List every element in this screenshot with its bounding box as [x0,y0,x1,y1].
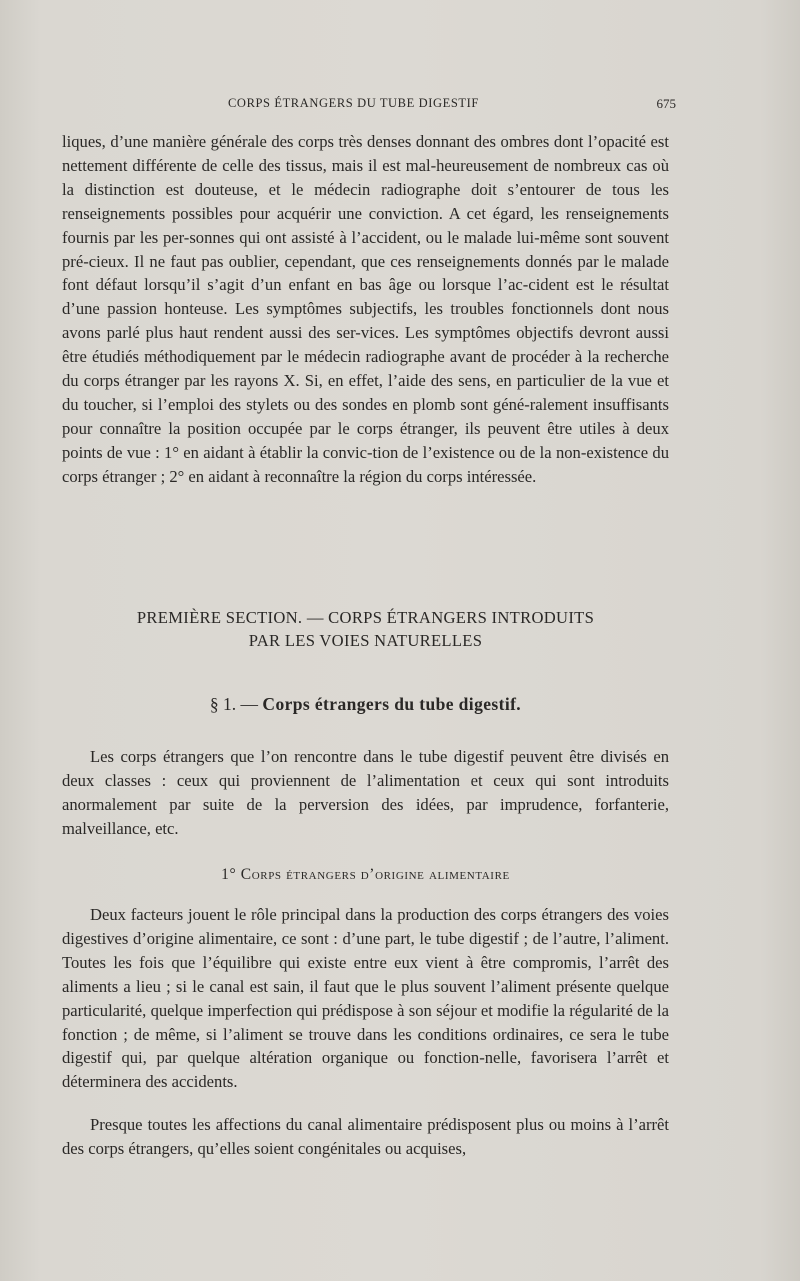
paragraph-2 [62,745,669,841]
paragraph-1-text: liques, d’une manière générale des corps très denses donnant des ombres dont l’opacité est nettement différente de celle des tissus, mais il est mal-heureusement de nombreux cas où la distinction est douteuse, et le médecin radiographe doit s’entourer de tous les renseignements possibles pour acquérir une conviction. A cet égard, les renseignements fournis par les per-sonnes qui ont assisté à l’accident, ou le malade lui-même sont souvent pré-cieux. Il ne faut pas oublier, cependant, que ces renseignements donnés par le malade font défaut lorsqu’il s’agit d’un enfant en bas âge ou lorsque l’ac-cident est le résultat d’une passion honteuse. Les symptômes subjectifs, les troubles fonctionnels dont nous avons parlé plus haut rendent aussi des ser-vices. Les symptômes objectifs devront aussi être étudiés méthodiquement par le médecin radiographe avant de procéder à la recherche du corps étranger par les rayons X. Si, en effet, l’aide des sens, en particulier de la vue et du toucher, si l’emploi des stylets ou des sondes en plomb sont géné-ralement insuffisants pour connaître la position occupée par le corps étranger, ils peuvent être utiles à deux points de vue : 1° en aidant à établir la convic-tion de l’existence ou de la non-existence du corps étranger ; 2° en aidant à reconnaître la région du corps intéressée. [62,132,669,486]
paragraph-2-text: Les corps étrangers que l’on rencontre dans le tube digestif peuvent être divisés en deux classes : ceux qui proviennent de l’alimentation et ceux qui sont introduits anormalement par suite de la perversion des idées, par imprudence, forfanterie, malveillance, etc. [62,747,669,838]
paragraph-1 [62,130,669,489]
paragraph-3-text: Deux facteurs jouent le rôle principal dans la production des corps étrangers des voies digestives d’origine alimentaire, ce sont : d’une part, le tube digestif ; de l’autre, l’aliment. Toutes les fois que l’équilibre qui existe entre eux vient à être compromis, l’arrêt des aliments a lieu ; si le canal est sain, il faut que le plus souvent l’aliment présente quelque particularité, quelque imperfection qui prédispose à son séjour et modifie la régularité de la fonction ; de même, si l’aliment se trouve dans les conditions ordinaires, ce sera le tube digestif qui, par quelque altération organique ou fonction-nelle, favorisera l’arrêt et déterminera des accidents. [62,905,669,1092]
subsection-prefix: § 1. — [209,694,259,714]
paragraph-4-text: Presque toutes les affections du canal alimentaire prédisposent plus ou moins à l’arrêt des corps étrangers, qu’elles soient congénitales ou acquises, [62,1115,669,1158]
small-caps-heading: 1° Corps étrangers d’origine alimentaire [221,866,510,883]
subsection-heading [62,692,669,716]
running-title: CORPS ÉTRANGERS DU TUBE DIGESTIF [228,96,479,110]
section-heading-line-2: PAR LES VOIES NATURELLES [248,631,483,650]
subsection-title: Corps étrangers du tube digestif. [262,694,522,714]
page-header [0,96,800,116]
section-heading-line-1: PREMIÈRE SECTION. — CORPS ÉTRANGERS INTRODUITS [136,608,595,627]
paragraph-4 [62,1113,669,1161]
section-heading [62,606,669,652]
page-number: 675 [656,96,676,111]
paragraph-3 [62,903,669,1094]
